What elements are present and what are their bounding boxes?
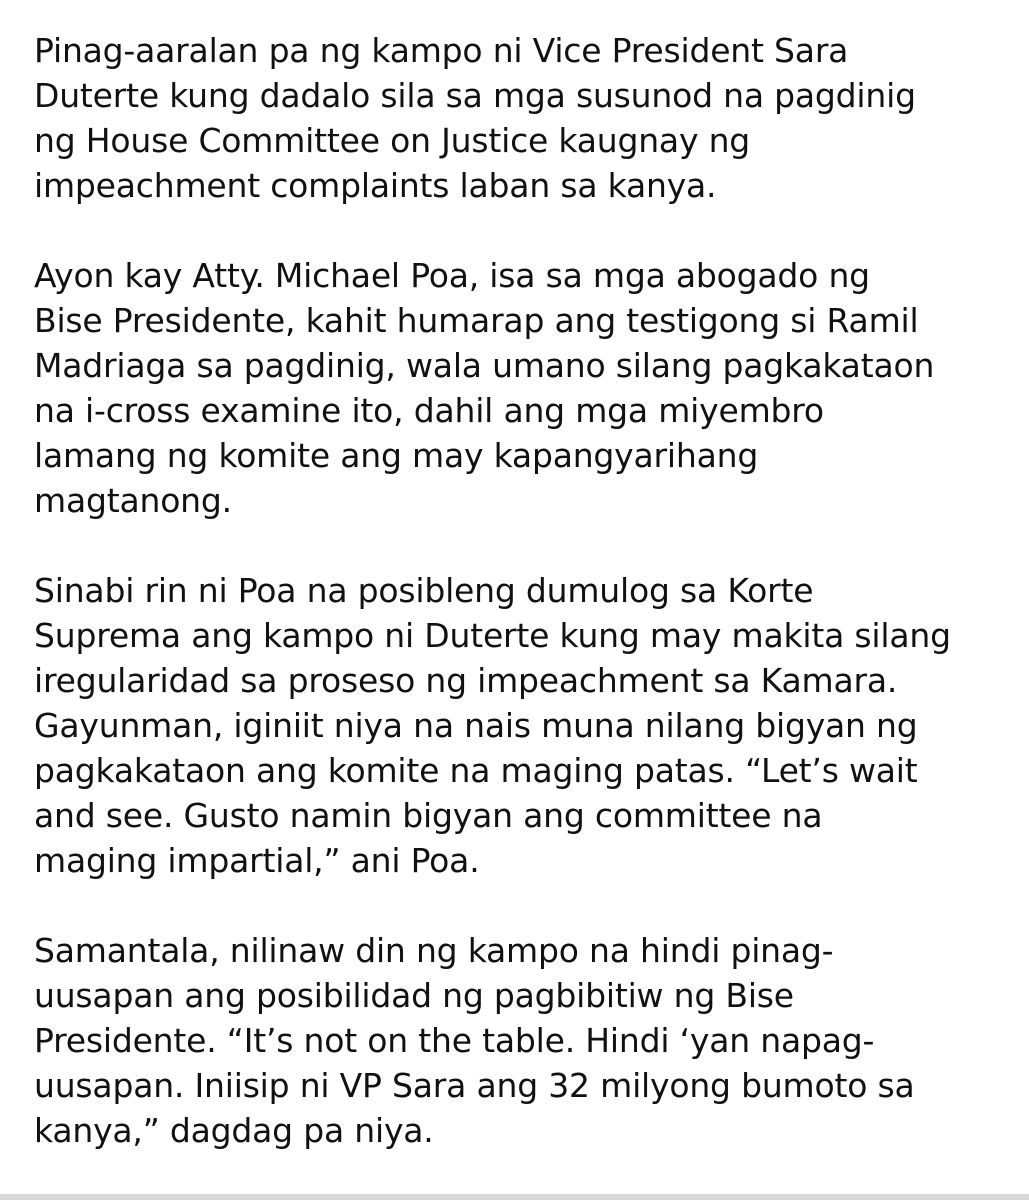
text-line: Duterte kung dadalo sila sa mga susunod na pagdinig xyxy=(34,76,916,115)
text-line: pagkakataon ang komite na maging patas. “Let’s wait xyxy=(34,751,918,790)
text-line: Madriaga sa pagdinig, wala umano silang pagkakataon xyxy=(34,346,935,385)
text-line: impeachment complaints laban sa kanya. xyxy=(34,166,717,205)
text-line: Suprema ang kampo ni Duterte kung may makita silang xyxy=(34,616,951,655)
text-line: Ayon kay Atty. Michael Poa, isa sa mga abogado ng xyxy=(34,256,870,295)
bottom-divider xyxy=(0,1194,1029,1200)
text-line: maging impartial,” ani Poa. xyxy=(34,841,480,880)
text-line: Bise Presidente, kahit humarap ang testigong si Ramil xyxy=(34,301,919,340)
paragraph-3 xyxy=(34,568,1014,883)
text-line: Sinabi rin ni Poa na posibleng dumulog sa Korte xyxy=(34,571,814,610)
text-line: uusapan. Iniisip ni VP Sara ang 32 milyong bumoto sa xyxy=(34,1066,915,1105)
text-line: and see. Gusto namin bigyan ang committee na xyxy=(34,796,823,835)
article-body xyxy=(34,28,1014,1198)
text-line: Gayunman, iginiit niya na nais muna nilang bigyan ng xyxy=(34,706,918,745)
paragraph-4 xyxy=(34,928,1014,1153)
text-line: Presidente. “It’s not on the table. Hindi ‘yan napag- xyxy=(34,1021,875,1060)
paragraph-1 xyxy=(34,28,1014,208)
text-line: Samantala, nilinaw din ng kampo na hindi pinag- xyxy=(34,931,834,970)
text-line: na i-cross examine ito, dahil ang mga miyembro xyxy=(34,391,824,430)
text-line: ng House Committee on Justice kaugnay ng xyxy=(34,121,751,160)
text-line: Pinag-aaralan pa ng kampo ni Vice President Sara xyxy=(34,31,849,70)
paragraph-2 xyxy=(34,253,1014,523)
text-line: iregularidad sa proseso ng impeachment sa Kamara. xyxy=(34,661,898,700)
text-line: magtanong. xyxy=(34,481,232,520)
text-line: kanya,” dagdag pa niya. xyxy=(34,1111,434,1150)
text-line: lamang ng komite ang may kapangyarihang xyxy=(34,436,759,475)
text-line: uusapan ang posibilidad ng pagbibitiw ng Bise xyxy=(34,976,794,1015)
